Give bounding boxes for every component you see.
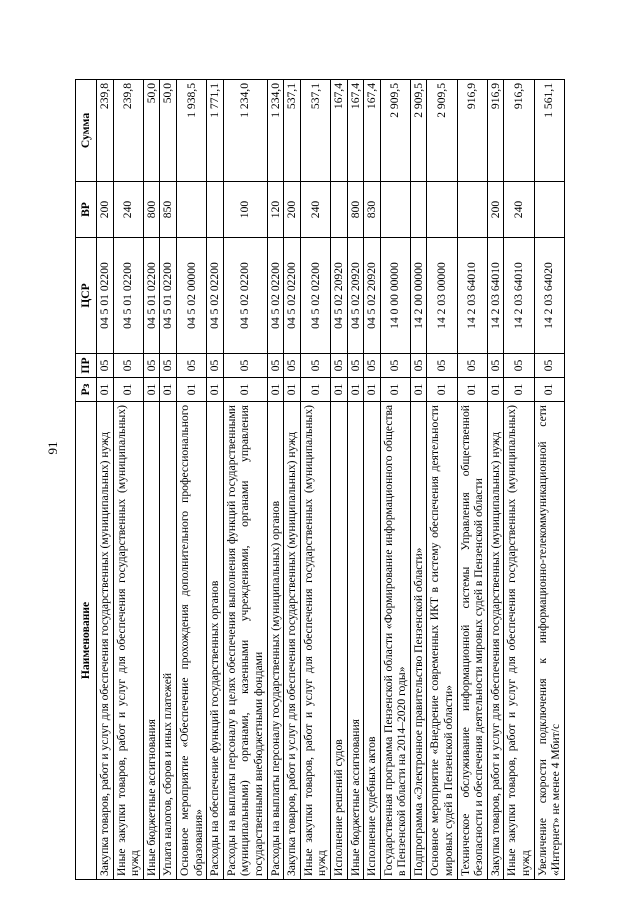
cell-vr [207, 182, 224, 238]
cell-rz: 01 [113, 378, 143, 402]
cell-csr: 14 2 00 00000 [410, 238, 427, 354]
table-row [223, 80, 267, 880]
cell-name: Закупка товаров, работ и услуг для обеспечения государственных (муниципальных) нужд [487, 402, 504, 880]
cell-vr [380, 182, 410, 238]
header-name: Наименование [76, 402, 97, 880]
cell-csr: 14 2 03 64010 [457, 238, 487, 354]
cell-csr: 04 5 01 02200 [143, 238, 160, 354]
cell-name: Иные закупки товаров, работ и услуг для обеспечения государственных (муниципальных) нужд [300, 402, 330, 880]
table-row [330, 80, 347, 880]
cell-csr: 14 2 03 64010 [504, 238, 534, 354]
table-row [457, 80, 487, 880]
cell-csr: 04 5 02 02200 [223, 238, 267, 354]
cell-name: Расходы на выплаты персоналу государственных (муниципальных) органов [267, 402, 284, 880]
rotated-page [75, 80, 580, 880]
cell-sum: 239,8 [113, 80, 143, 182]
cell-pr: 05 [427, 354, 457, 378]
cell-sum: 2 909,5 [380, 80, 410, 182]
header-vr: ВР [76, 182, 97, 238]
cell-name: Закупка товаров, работ и услуг для обеспечения государственных (муниципальных) нужд [284, 402, 301, 880]
table-row [176, 80, 206, 880]
table-row [427, 80, 457, 880]
cell-vr: 800 [143, 182, 160, 238]
cell-pr: 05 [487, 354, 504, 378]
cell-csr: 14 2 03 64010 [487, 238, 504, 354]
cell-sum: 1 234,0 [223, 80, 267, 182]
table-row [534, 80, 564, 880]
cell-rz: 01 [504, 378, 534, 402]
cell-sum: 916,9 [457, 80, 487, 182]
cell-pr: 05 [504, 354, 534, 378]
cell-pr: 05 [207, 354, 224, 378]
cell-pr: 05 [176, 354, 206, 378]
cell-vr: 800 [347, 182, 364, 238]
cell-name: Основное мероприятие «Обеспечение прохождения дополнительного профессионального образования» [176, 402, 206, 880]
cell-pr: 05 [410, 354, 427, 378]
cell-name: Увеличение скорости подключения к информационно-телекоммуникационной сети «Интернет» не менее 4 Мбит/с [534, 402, 564, 880]
cell-rz: 01 [380, 378, 410, 402]
cell-sum: 916,9 [504, 80, 534, 182]
cell-rz: 01 [534, 378, 564, 402]
cell-pr: 05 [380, 354, 410, 378]
cell-name: Уплата налогов, сборов и иных платежей [160, 402, 177, 880]
cell-sum: 1 771,1 [207, 80, 224, 182]
table-row [113, 80, 143, 880]
cell-pr: 05 [457, 354, 487, 378]
cell-vr: 850 [160, 182, 177, 238]
table-row [160, 80, 177, 880]
cell-pr: 05 [267, 354, 284, 378]
table-row [364, 80, 381, 880]
table-row [284, 80, 301, 880]
table-row [347, 80, 364, 880]
cell-vr [410, 182, 427, 238]
cell-name: Иные закупки товаров, работ и услуг для обеспечения государственных (муниципальных) нужд [113, 402, 143, 880]
cell-sum: 239,8 [97, 80, 114, 182]
cell-vr: 240 [113, 182, 143, 238]
cell-vr: 240 [504, 182, 534, 238]
cell-sum: 537,1 [284, 80, 301, 182]
cell-name: Расходы на обеспечение функций государственных органов [207, 402, 224, 880]
cell-pr: 05 [364, 354, 381, 378]
cell-csr: 04 5 02 00000 [176, 238, 206, 354]
cell-pr: 05 [347, 354, 364, 378]
header-row [76, 80, 97, 880]
cell-sum: 50,0 [160, 80, 177, 182]
cell-rz: 01 [267, 378, 284, 402]
table-row [143, 80, 160, 880]
table-row [267, 80, 284, 880]
cell-csr: 04 5 02 02200 [300, 238, 330, 354]
cell-rz: 01 [97, 378, 114, 402]
cell-rz: 01 [457, 378, 487, 402]
cell-vr: 120 [267, 182, 284, 238]
cell-rz: 01 [427, 378, 457, 402]
cell-name: Основное мероприятие «Внедрение современных ИКТ в систему обеспечения деятельности мировых судей в Пензенской области» [427, 402, 457, 880]
cell-csr: 04 5 01 02200 [160, 238, 177, 354]
cell-name: Иные бюджетные ассигнования [143, 402, 160, 880]
cell-name: Исполнение решений судов [330, 402, 347, 880]
cell-vr: 200 [97, 182, 114, 238]
cell-sum: 2 909,5 [410, 80, 427, 182]
cell-csr: 04 5 02 20920 [364, 238, 381, 354]
cell-vr [534, 182, 564, 238]
cell-sum: 1 938,5 [176, 80, 206, 182]
cell-name: Исполнение судебных актов [364, 402, 381, 880]
cell-rz: 01 [487, 378, 504, 402]
table-row [504, 80, 534, 880]
cell-csr: 04 5 01 02200 [113, 238, 143, 354]
cell-csr: 14 2 03 64020 [534, 238, 564, 354]
cell-sum: 2 909,5 [427, 80, 457, 182]
cell-vr: 100 [223, 182, 267, 238]
cell-sum: 50,0 [143, 80, 160, 182]
cell-vr [176, 182, 206, 238]
table-row [97, 80, 114, 880]
header-csr: ЦСР [76, 238, 97, 354]
cell-rz: 01 [143, 378, 160, 402]
cell-vr: 200 [284, 182, 301, 238]
cell-rz: 01 [364, 378, 381, 402]
table-row [487, 80, 504, 880]
cell-csr: 04 5 02 02200 [207, 238, 224, 354]
cell-pr: 05 [223, 354, 267, 378]
cell-pr: 05 [97, 354, 114, 378]
cell-sum: 167,4 [330, 80, 347, 182]
cell-vr [427, 182, 457, 238]
cell-vr [330, 182, 347, 238]
cell-vr: 830 [364, 182, 381, 238]
cell-rz: 01 [223, 378, 267, 402]
cell-sum: 1 234,0 [267, 80, 284, 182]
cell-csr: 04 5 01 02200 [97, 238, 114, 354]
header-pr: ПР [76, 354, 97, 378]
cell-sum: 167,4 [347, 80, 364, 182]
cell-vr: 200 [487, 182, 504, 238]
cell-csr: 14 2 03 00000 [427, 238, 457, 354]
cell-pr: 05 [143, 354, 160, 378]
cell-pr: 05 [284, 354, 301, 378]
cell-csr: 04 5 02 20920 [330, 238, 347, 354]
cell-pr: 05 [160, 354, 177, 378]
cell-pr: 05 [534, 354, 564, 378]
cell-rz: 01 [410, 378, 427, 402]
cell-pr: 05 [113, 354, 143, 378]
cell-csr: 04 5 02 02200 [284, 238, 301, 354]
cell-rz: 01 [330, 378, 347, 402]
cell-csr: 04 5 02 02200 [267, 238, 284, 354]
cell-name: Государственная программа Пензенской области «Формирование информационного общества в Пензенской области на 2014–2020 годы» [380, 402, 410, 880]
cell-name: Иные бюджетные ассигнования [347, 402, 364, 880]
cell-rz: 01 [176, 378, 206, 402]
table-row [380, 80, 410, 880]
table-row [410, 80, 427, 880]
cell-sum: 916,9 [487, 80, 504, 182]
cell-csr: 04 5 02 20920 [347, 238, 364, 354]
table-row [207, 80, 224, 880]
budget-table [75, 79, 565, 880]
cell-pr: 05 [330, 354, 347, 378]
cell-name: Подпрограмма «Электронное правительство Пензенской области» [410, 402, 427, 880]
cell-rz: 01 [300, 378, 330, 402]
cell-name: Расходы на выплаты персоналу в целях обеспечения выполнения функций государственными (муниципальными) органами, казенными учреждениями, органами управления государственными внебюджетными фондами [223, 402, 267, 880]
cell-sum: 1 561,1 [534, 80, 564, 182]
cell-rz: 01 [284, 378, 301, 402]
cell-rz: 01 [160, 378, 177, 402]
cell-rz: 01 [347, 378, 364, 402]
cell-name: Техническое обслуживание информационной системы Управления общественной безопасности и обеспечения деятельности мировых судей в Пензенской области [457, 402, 487, 880]
cell-rz: 01 [207, 378, 224, 402]
cell-name: Закупка товаров, работ и услуг для обеспечения государственных (муниципальных) нужд [97, 402, 114, 880]
header-sum: Сумма [76, 80, 97, 182]
cell-name: Иные закупки товаров, работ и услуг для обеспечения государственных (муниципальных) нужд [504, 402, 534, 880]
cell-sum: 537,1 [300, 80, 330, 182]
header-rz: Рз [76, 378, 97, 402]
cell-vr: 240 [300, 182, 330, 238]
cell-sum: 167,4 [364, 80, 381, 182]
table-row [300, 80, 330, 880]
cell-vr [457, 182, 487, 238]
cell-pr: 05 [300, 354, 330, 378]
page-number: 91 [45, 441, 60, 455]
cell-csr: 14 0 00 00000 [380, 238, 410, 354]
